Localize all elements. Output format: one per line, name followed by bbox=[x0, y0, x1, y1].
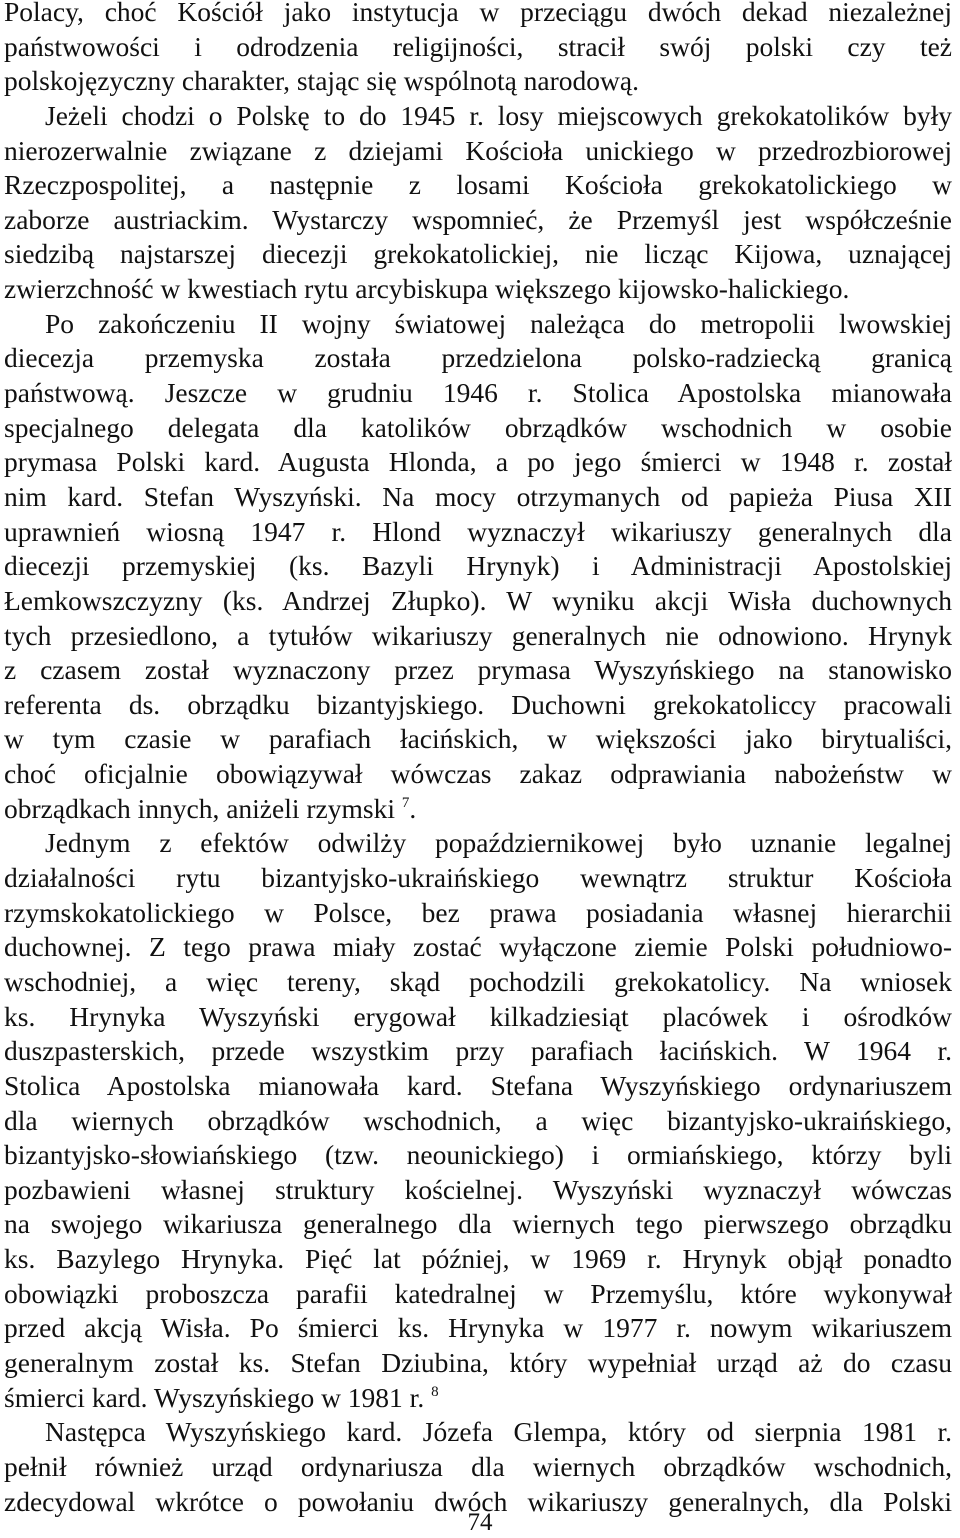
line-text: zwierzchność w kwestiach rytu arcybiskupa większego kijowsko-halickiego. bbox=[4, 273, 850, 305]
text-line bbox=[4, 1034, 952, 1069]
text-line bbox=[4, 237, 952, 272]
line-text: tych przesiedlono, a tytułów wikariuszy generalnych nie odnowiono. Hrynyk bbox=[4, 619, 952, 651]
line-text: dla wiernych obrządków wschodnich, a więc bizantyjsko-ukraińskiego, bbox=[4, 1104, 952, 1136]
line-text: Rzeczpospolitej, a następnie z losami Kościoła grekokatolickiego w bbox=[4, 169, 952, 201]
text-line bbox=[4, 1138, 952, 1173]
line-text: pozbawieni własnej struktury kościelnej. Wyszyński wyznaczył wówczas bbox=[4, 1173, 952, 1205]
text-line bbox=[4, 1346, 952, 1381]
line-text: siedzibą najstarszej diecezji grekokatolickiej, nie licząc Kijowa, uznającej bbox=[4, 238, 952, 270]
line-text: bizantyjsko-słowiańskiego (tzw. neounickiego) i ormiańskiego, którzy byli bbox=[4, 1139, 952, 1171]
text-line bbox=[4, 619, 952, 654]
text-line bbox=[4, 965, 952, 1000]
line-text: duchownej. Z tego prawa miały zostać wyłączone ziemie Polski południowo- bbox=[4, 931, 952, 963]
text-line bbox=[4, 203, 952, 238]
text-line bbox=[4, 272, 952, 307]
line-text: na swojego wikariusza generalnego dla wiernych tego pierwszego obrządku bbox=[4, 1208, 952, 1240]
text-line bbox=[4, 1000, 952, 1035]
line-text: uprawnień wiosną 1947 r. Hlond wyznaczył wikariuszy generalnych dla bbox=[4, 515, 952, 547]
text-line bbox=[4, 515, 952, 550]
line-text: Stolica Apostolska mianowała kard. Stefana Wyszyńskiego ordynariuszem bbox=[4, 1069, 952, 1101]
paragraph bbox=[4, 826, 952, 1415]
line-text: ks. Hrynyka Wyszyński erygował kilkadziesiąt placówek i ośrodków bbox=[4, 1000, 952, 1032]
text-line bbox=[4, 792, 952, 827]
text-line bbox=[4, 757, 952, 792]
line-text: nim kard. Stefan Wyszyński. Na mocy otrzymanych od papieża Piusa XII bbox=[4, 480, 952, 512]
text-line bbox=[4, 341, 952, 376]
line-text: wschodniej, a więc tereny, skąd pochodzili grekokatolicy. Na wniosek bbox=[4, 965, 952, 997]
text-line bbox=[4, 1381, 952, 1416]
text-line bbox=[4, 99, 952, 134]
text-line bbox=[4, 1415, 952, 1450]
line-text: Łemkowszczyzny (ks. Andrzej Złupko). W wyniku akcji Wisła duchownych bbox=[4, 584, 952, 616]
line-text: działalności rytu bizantyjsko-ukraińskiego wewnątrz struktur Kościoła bbox=[4, 862, 952, 894]
line-text: duszpasterskich, przede wszystkim przy parafiach łacińskich. W 1964 r. bbox=[4, 1035, 952, 1067]
text-line bbox=[4, 1207, 952, 1242]
text-line bbox=[4, 653, 952, 688]
text-line bbox=[4, 411, 952, 446]
line-text: Następca Wyszyńskiego kard. Józefa Glempa, który od sierpnia 1981 r. bbox=[45, 1416, 952, 1448]
line-text: z czasem został wyznaczony przez prymasa Wyszyńskiego na stanowisko bbox=[4, 654, 952, 686]
line-text: rzymskokatolickiego w Polsce, bez prawa posiadania własnej hierarchii bbox=[4, 896, 952, 928]
text-line bbox=[4, 1311, 952, 1346]
line-text: nierozerwalnie związane z dziejami Kościoła unickiego w przedrozbiorowej bbox=[4, 134, 952, 166]
line-text: referenta ds. obrządku bizantyjskiego. Duchowni grekokatoliccy pracowali bbox=[4, 688, 952, 720]
line-text: w tym czasie w parafiach łacińskich, w większości jako birytualiści, bbox=[4, 723, 952, 755]
text-line bbox=[4, 0, 952, 30]
line-text: przed akcją Wisła. Po śmierci ks. Hrynyka w 1977 r. nowym wikariuszem bbox=[4, 1312, 952, 1344]
text-line bbox=[4, 826, 952, 861]
line-text: śmierci kard. Wyszyńskiego w 1981 r. bbox=[4, 1381, 425, 1413]
line-text: obowiązki proboszcza parafii katedralnej w Przemyślu, które wykonywał bbox=[4, 1277, 952, 1309]
line-tail: . bbox=[409, 792, 417, 824]
text-line bbox=[4, 930, 952, 965]
footnote-marker: 8 bbox=[431, 1383, 439, 1400]
line-text: diecezji przemyskiej (ks. Bazyli Hrynyk) i Administracji Apostolskiej bbox=[4, 550, 952, 582]
text-line bbox=[4, 134, 952, 169]
document-body bbox=[4, 0, 952, 1519]
text-line bbox=[4, 722, 952, 757]
page-number: 74 bbox=[467, 1509, 493, 1536]
text-line bbox=[4, 30, 952, 65]
line-text: państwową. Jeszcze w grudniu 1946 r. Stolica Apostolska mianowała bbox=[4, 377, 952, 409]
line-text: pełnił również urząd ordynariusza dla wiernych obrządków wschodnich, bbox=[4, 1450, 952, 1482]
line-text: polskojęzyczny charakter, stając się wspólnotą narodową. bbox=[4, 65, 639, 97]
text-line bbox=[4, 1277, 952, 1312]
paragraph bbox=[4, 0, 952, 99]
paragraph bbox=[4, 307, 952, 827]
line-text: prymasa Polski kard. Augusta Hlonda, a po jego śmierci w 1948 r. został bbox=[4, 446, 952, 478]
line-text: Po zakończeniu II wojny światowej należąca do metropolii lwowskiej bbox=[45, 307, 952, 339]
text-line bbox=[4, 549, 952, 584]
text-line bbox=[4, 584, 952, 619]
text-line bbox=[4, 861, 952, 896]
text-line bbox=[4, 376, 952, 411]
paragraph bbox=[4, 99, 952, 307]
text-line bbox=[4, 688, 952, 723]
line-text: Jednym z efektów odwilży popaździernikowej było uznanie legalnej bbox=[45, 827, 952, 859]
text-line bbox=[4, 1173, 952, 1208]
text-line bbox=[4, 307, 952, 342]
line-text: ks. Bazylego Hrynyka. Pięć lat później, w 1969 r. Hrynyk objął ponadto bbox=[4, 1243, 952, 1275]
line-text: specjalnego delegata dla katolików obrządków wschodnich w osobie bbox=[4, 411, 952, 443]
line-text: Polacy, choć Kościół jako instytucja w przeciągu dwóch dekad niezależnej bbox=[4, 0, 952, 27]
line-text: zaborze austriackim. Wystarczy wspomnieć, że Przemyśl jest współcześnie bbox=[4, 203, 952, 235]
text-line bbox=[4, 1069, 952, 1104]
line-text: diecezja przemyska została przedzielona polsko-radziecką granicą bbox=[4, 342, 952, 374]
text-line bbox=[4, 1104, 952, 1139]
text-line bbox=[4, 896, 952, 931]
paragraph bbox=[4, 1415, 952, 1519]
text-line bbox=[4, 1450, 952, 1485]
line-text: choć oficjalnie obowiązywał wówczas zakaz odprawiania nabożeństw w bbox=[4, 758, 952, 790]
line-text: państwowości i odrodzenia religijności, stracił swój polski czy też bbox=[4, 30, 952, 62]
line-text: Jeżeli chodzi o Polskę to do 1945 r. losy miejscowych grekokatolików były bbox=[45, 99, 952, 131]
text-line bbox=[4, 1242, 952, 1277]
text-line bbox=[4, 480, 952, 515]
text-line bbox=[4, 445, 952, 480]
text-line bbox=[4, 168, 952, 203]
footnote-marker: 7 bbox=[401, 794, 410, 811]
line-text: obrządkach innych, aniżeli rzymski bbox=[4, 792, 395, 824]
line-text: generalnym został ks. Stefan Dziubina, który wypełniał urząd aż do czasu bbox=[4, 1346, 952, 1378]
line-text: zdecydowal wkrótce o powołaniu dwóch wikariuszy generalnych, dla Polski bbox=[4, 1485, 952, 1517]
text-line bbox=[4, 64, 952, 99]
